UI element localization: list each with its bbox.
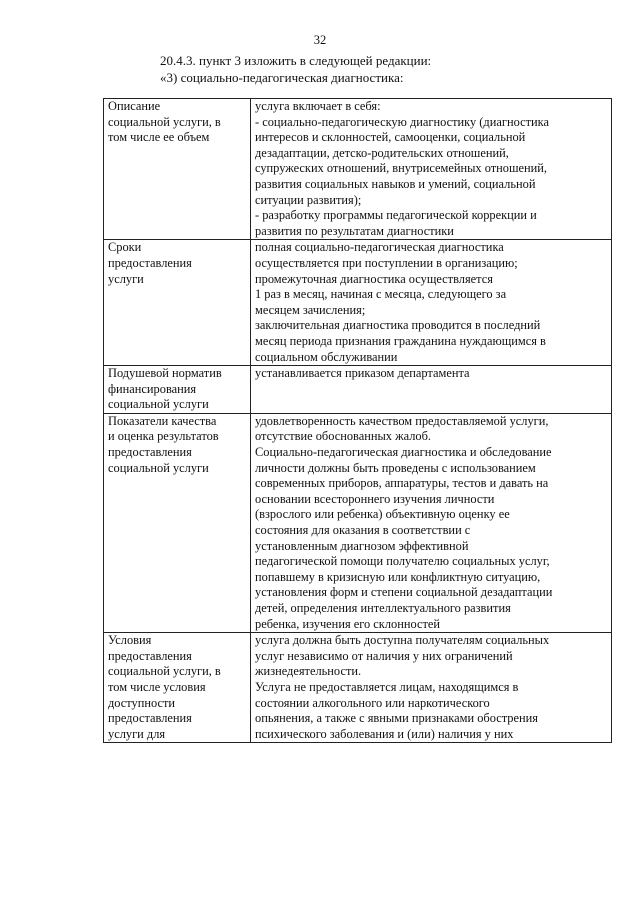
row-label-line: социальной услуги, в [108, 114, 221, 129]
row-content-line: Социально-педагогическая диагностика и обследование [255, 445, 552, 460]
row-content-line: - разработку программы педагогической коррекции и [255, 208, 537, 223]
row-content-line: установленным диагнозом эффективной [255, 538, 469, 553]
row-label-line: том числе условия [108, 679, 206, 694]
row-content-line: психического заболевания и (или) наличия у них [255, 726, 514, 741]
row-label-line: финансирования [108, 381, 197, 396]
row-content-cell [251, 99, 612, 240]
row-content-line: детей, определения интеллектуального развития [255, 601, 511, 615]
row-content-line: 1 раз в месяц, начиная с месяца, следующего за [255, 287, 507, 302]
row-content-line: отсутствие обоснованных жалоб. [255, 429, 432, 444]
row-content-line: месяц периода признания гражданина нуждающимся в [255, 333, 546, 348]
row-label-line: Показатели качества [108, 413, 217, 428]
row-content-line: устанавливается приказом департамента [255, 366, 470, 381]
table-row [104, 99, 612, 240]
row-label-cell [104, 99, 251, 240]
row-label-line: доступности [108, 695, 176, 710]
row-content-cell [251, 366, 612, 414]
table-row [104, 633, 612, 743]
row-content-line: промежуточная диагностика осуществляется [255, 271, 493, 286]
row-content-line: услуга включает в себя: [255, 99, 381, 113]
row-label-line: социальной услуги [108, 460, 209, 475]
row-content-line: услуг независимо от наличия у них ограничений [255, 648, 513, 663]
row-content-line: ребенка, изучения его склонностей [255, 616, 441, 631]
row-label-line: предоставления [108, 445, 192, 460]
row-content-line: осуществляется при поступлении в организацию; [255, 255, 518, 270]
service-table-body [104, 99, 612, 743]
row-content-line: педагогической помощи получателю социальных услуг, [255, 554, 550, 569]
service-table [103, 98, 612, 743]
row-label-line: и оценка результатов [108, 429, 219, 444]
row-content-line: заключительная диагностика проводится в последний [255, 318, 541, 333]
row-content-line: жизнедеятельности. [255, 664, 362, 679]
row-label-line: предоставления [108, 648, 192, 663]
intro-text [160, 52, 580, 86]
row-content-line: основании всестороннего изучения личности [255, 491, 495, 506]
row-label-line: социальной услуги [108, 397, 209, 412]
row-label-line: Подушевой норматив [108, 366, 222, 381]
row-content-line: развития по результатам диагностики [255, 223, 454, 238]
table-row [104, 413, 612, 632]
row-label-line: предоставления [108, 711, 192, 726]
row-content-line: социальном обслуживании [255, 349, 398, 364]
page-number: 32 [313, 33, 327, 47]
row-content-cell [251, 633, 612, 743]
row-content-line: попавшему в кризисную или конфликтную ситуацию, [255, 569, 541, 584]
row-content-line: полная социально-педагогическая диагностика [255, 240, 504, 255]
row-content-line: дезадаптации, детско-родительских отношений, [255, 145, 509, 160]
row-content-line: личности должны быть проведены с использованием [255, 460, 536, 475]
row-label-cell [104, 366, 251, 414]
row-content-cell [251, 240, 612, 366]
row-content-line: месяцем зачисления; [255, 302, 366, 317]
row-content-line: - социально-педагогическую диагностику (диагностика [255, 114, 549, 129]
row-content-line: интересов и склонностей, самооценки, социальной [255, 130, 526, 145]
table-row [104, 240, 612, 366]
row-content-line: Услуга не предоставляется лицам, находящимся в [255, 679, 519, 694]
row-content-line: услуга должна быть доступна получателям социальных [255, 633, 550, 648]
row-content-line: супружеских отношений, внутрисемейных отношений, [255, 161, 548, 176]
row-label-line: услуги [108, 271, 144, 286]
row-content-line: развития социальных навыков и умений, социальной [255, 176, 536, 191]
row-label-line: предоставления [108, 255, 192, 270]
row-content-line: удовлетворенность качеством предоставляемой услуги, [255, 413, 549, 428]
row-label-line: том числе ее объем [108, 130, 210, 145]
row-content-line: установления форм и степени социальной дезадаптации [255, 585, 553, 600]
row-content-line: состоянии алкогольного или наркотического [255, 695, 490, 710]
row-label-line: социальной услуги, в [108, 664, 221, 679]
row-content-line: ситуации развития); [255, 192, 362, 207]
row-label-cell [104, 413, 251, 632]
row-label-line: Условия [108, 633, 152, 648]
row-label-line: услуги для [108, 726, 166, 741]
row-content-line: современных приборов, аппаратуры, тестов и давать на [255, 476, 549, 491]
intro-line-1: 20.4.3. пункт 3 изложить в следующей редакции: [160, 53, 432, 68]
row-label-cell [104, 633, 251, 743]
row-content-line: (взрослого или ребенка) объективную оценку ее [255, 507, 510, 522]
row-content-cell [251, 413, 612, 632]
row-content-line: опьянения, а также с явными признаками обострения [255, 711, 538, 726]
row-content-line: состояния для оказания в соответствии с [255, 523, 471, 538]
row-label-line: Описание [108, 99, 161, 113]
row-label-line: Сроки [108, 240, 142, 255]
row-label-cell [104, 240, 251, 366]
intro-line-2: «3) социально-педагогическая диагностика: [160, 70, 404, 85]
table-row [104, 366, 612, 414]
